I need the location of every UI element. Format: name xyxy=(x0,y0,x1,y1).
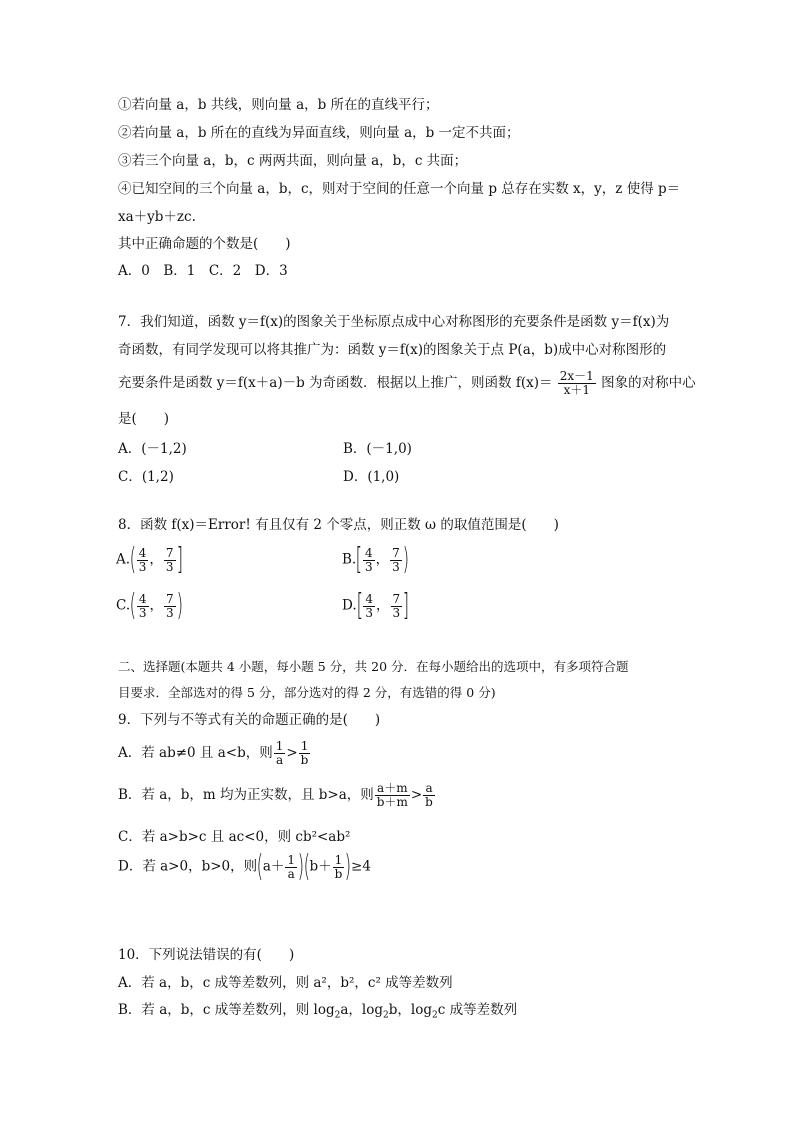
q8-option-d-label: D. xyxy=(342,597,357,614)
q8-b-lo-den: 3 xyxy=(364,559,373,574)
q9-a-left-den: a xyxy=(275,753,284,767)
bracket-open-square: [ xyxy=(355,542,363,577)
q8-d-hi-den: 3 xyxy=(392,605,401,620)
q10-stem: 10．下列说法错误的有( ) xyxy=(118,947,295,963)
q6-statement-3: ③若三个向量 a，b，c 两两共面，则向量 a，b，c 共面； xyxy=(118,153,468,169)
q10-b-post: c 成等差数列 xyxy=(437,1002,518,1018)
q7-option-a: A．(－1,2) xyxy=(118,441,187,457)
q8-c-hi-num: 7 xyxy=(166,591,174,606)
q8-d-comma: ， xyxy=(376,597,390,614)
q6-statement-2: ②若向量 a，b 所在的直线为异面直线，则向量 a，b 一定不共面； xyxy=(118,125,520,141)
q9-b-operator: > xyxy=(410,787,423,803)
q8-option-b-label: B. xyxy=(342,551,357,568)
q9-option-b xyxy=(118,782,436,809)
q7-line-3 xyxy=(118,370,696,397)
q9-b-right-num: a xyxy=(423,782,435,796)
q9-d-b-term: b＋ xyxy=(309,858,332,875)
q8-c-lo-den: 3 xyxy=(138,605,147,620)
q8-d-hi-num: 7 xyxy=(392,591,401,606)
q7-line-2: 奇函数，有同学发现可以将其推广为：函数 y＝f(x)的图象关于点 P(a，b)成中心对称图形的 xyxy=(118,342,667,358)
q9-a-left-num: 1 xyxy=(275,739,284,753)
q9-option-c: C．若 a>b>c 且 ac<0，则 cb²<ab² xyxy=(118,829,351,845)
bracket-close-square: ] xyxy=(176,542,183,577)
q7-line-4: 是( ) xyxy=(118,411,170,427)
q8-a-hi-den: 3 xyxy=(165,559,174,574)
q8-b-hi-num: 7 xyxy=(392,545,400,560)
q10-b-mid-2: b，log xyxy=(388,1002,432,1018)
q9-d-post: ≥4 xyxy=(351,858,371,875)
q9-a-right-num: 1 xyxy=(299,740,311,754)
q8-option-a xyxy=(116,542,183,577)
bracket-open-paren: ( xyxy=(129,542,137,577)
q8-b-comma: ， xyxy=(375,551,390,568)
paren-close: ) xyxy=(297,849,305,884)
q8-option-b xyxy=(342,542,409,577)
q9-d-b-den: b xyxy=(334,866,343,881)
section-2-heading-line-2: 目要求．全部选对的得 5 分，部分选对的得 2 分，有选错的得 0 分) xyxy=(118,685,496,700)
bracket-open-square: [ xyxy=(356,588,363,623)
q8-option-d xyxy=(342,588,410,623)
q7-option-b: B．(－1,0) xyxy=(343,441,412,457)
q7-line-3-pre: 充要条件是函数 y＝f(x＋a)－b 为奇函数．根据以上推广，则函数 f(x)＝ xyxy=(118,375,553,391)
q7-line-3-post: 图象的对称中心 xyxy=(601,375,696,391)
q9-b-left-den: b＋m xyxy=(376,795,408,809)
bracket-open-paren: ( xyxy=(129,588,137,623)
q8-a-comma: ， xyxy=(149,551,163,568)
q9-a-operator: > xyxy=(286,745,298,761)
q8-option-c-label: C. xyxy=(116,597,131,614)
q9-d-a-den: a xyxy=(287,866,295,881)
q6-statement-4-cont: xa＋yb＋zc. xyxy=(118,209,196,225)
q7-line-1: 7．我们知道，函数 y＝f(x)的图象关于坐标原点成中心对称图形的充要条件是函数 y＝f(x)为 xyxy=(118,314,670,330)
q10-b-base-2: 2 xyxy=(383,1010,389,1021)
q9-d-b-num: 1 xyxy=(333,854,345,868)
paren-close: ) xyxy=(344,849,352,884)
q8-d-lo-den: 3 xyxy=(365,605,373,620)
q9-b-left-num: a＋m xyxy=(375,782,410,796)
q7-frac-denominator: x＋1 xyxy=(563,383,590,397)
q9-d-a-term: a＋ xyxy=(262,858,285,875)
q9-option-a xyxy=(118,740,311,767)
q9-b-right-den: b xyxy=(425,795,433,809)
bracket-close-paren: ) xyxy=(176,588,183,623)
q8-b-hi-den: 3 xyxy=(392,559,400,574)
q6-statement-1: ①若向量 a，b 共线，则向量 a，b 所在的直线平行； xyxy=(118,97,439,113)
q10-b-base-1: 2 xyxy=(334,1010,341,1021)
q9-stem: 9．下列与不等式有关的命题正确的是( ) xyxy=(118,712,381,728)
q9-a-text: A．若 ab≠0 且 a<b，则 xyxy=(118,745,273,761)
q8-b-lo-num: 4 xyxy=(364,545,373,560)
q8-a-hi-num: 7 xyxy=(165,545,174,560)
q10-b-base-3: 2 xyxy=(431,1010,438,1021)
q9-d-text: D．若 a>0，b>0，则 xyxy=(118,858,258,875)
q6-options: A．0 B．1 C．2 D．3 xyxy=(118,263,288,279)
q9-option-d xyxy=(118,849,371,884)
q7-option-c: C．(1,2) xyxy=(118,469,174,485)
section-2-heading-line-1: 二、选择题(本题共 4 小题，每小题 5 分，共 20 分．在每小题给出的选项中，有多项符合题 xyxy=(118,659,629,674)
q6-stem: 其中正确命题的个数是( ) xyxy=(118,236,291,252)
q10-option-a: A．若 a，b，c 成等差数列，则 a²，b²，c² 成等差数列 xyxy=(118,975,453,991)
q7-frac-numerator: 2x－1 xyxy=(559,369,594,383)
q10-option-b xyxy=(118,1001,517,1025)
q8-c-comma: ， xyxy=(149,597,163,614)
q7-option-d: D．(1,0) xyxy=(343,469,400,485)
q8-d-lo-num: 4 xyxy=(365,591,373,606)
paren-open: ( xyxy=(303,849,310,884)
q8-stem: 8．函数 f(x)＝Error! 有且仅有 2 个零点，则正数 ω 的取值范围是( ) xyxy=(118,517,559,533)
q8-option-a-label: A. xyxy=(116,551,131,568)
q8-option-c xyxy=(116,588,183,623)
paren-open: ( xyxy=(256,849,264,884)
q8-a-lo-den: 3 xyxy=(138,559,147,574)
q9-d-a-num: 1 xyxy=(287,852,296,867)
q6-statement-4: ④已知空间的三个向量 a，b，c，则对于空间的任意一个向量 p 总存在实数 x，y，z 使得 p＝ xyxy=(118,181,681,197)
q8-c-lo-num: 4 xyxy=(138,591,147,606)
q8-a-lo-num: 4 xyxy=(138,545,147,560)
bracket-close-paren: ) xyxy=(402,542,409,577)
q9-b-text: B．若 a，b，m 均为正实数，且 b>a，则 xyxy=(118,787,374,803)
q10-b-mid-1: a，log xyxy=(340,1002,384,1018)
bracket-close-square: ] xyxy=(402,588,410,623)
q9-a-right-den: b xyxy=(300,753,309,767)
q10-b-pre: B．若 a，b，c 成等差数列，则 log xyxy=(118,1002,335,1018)
q8-c-hi-den: 3 xyxy=(166,605,174,620)
q7-fraction xyxy=(558,370,596,397)
